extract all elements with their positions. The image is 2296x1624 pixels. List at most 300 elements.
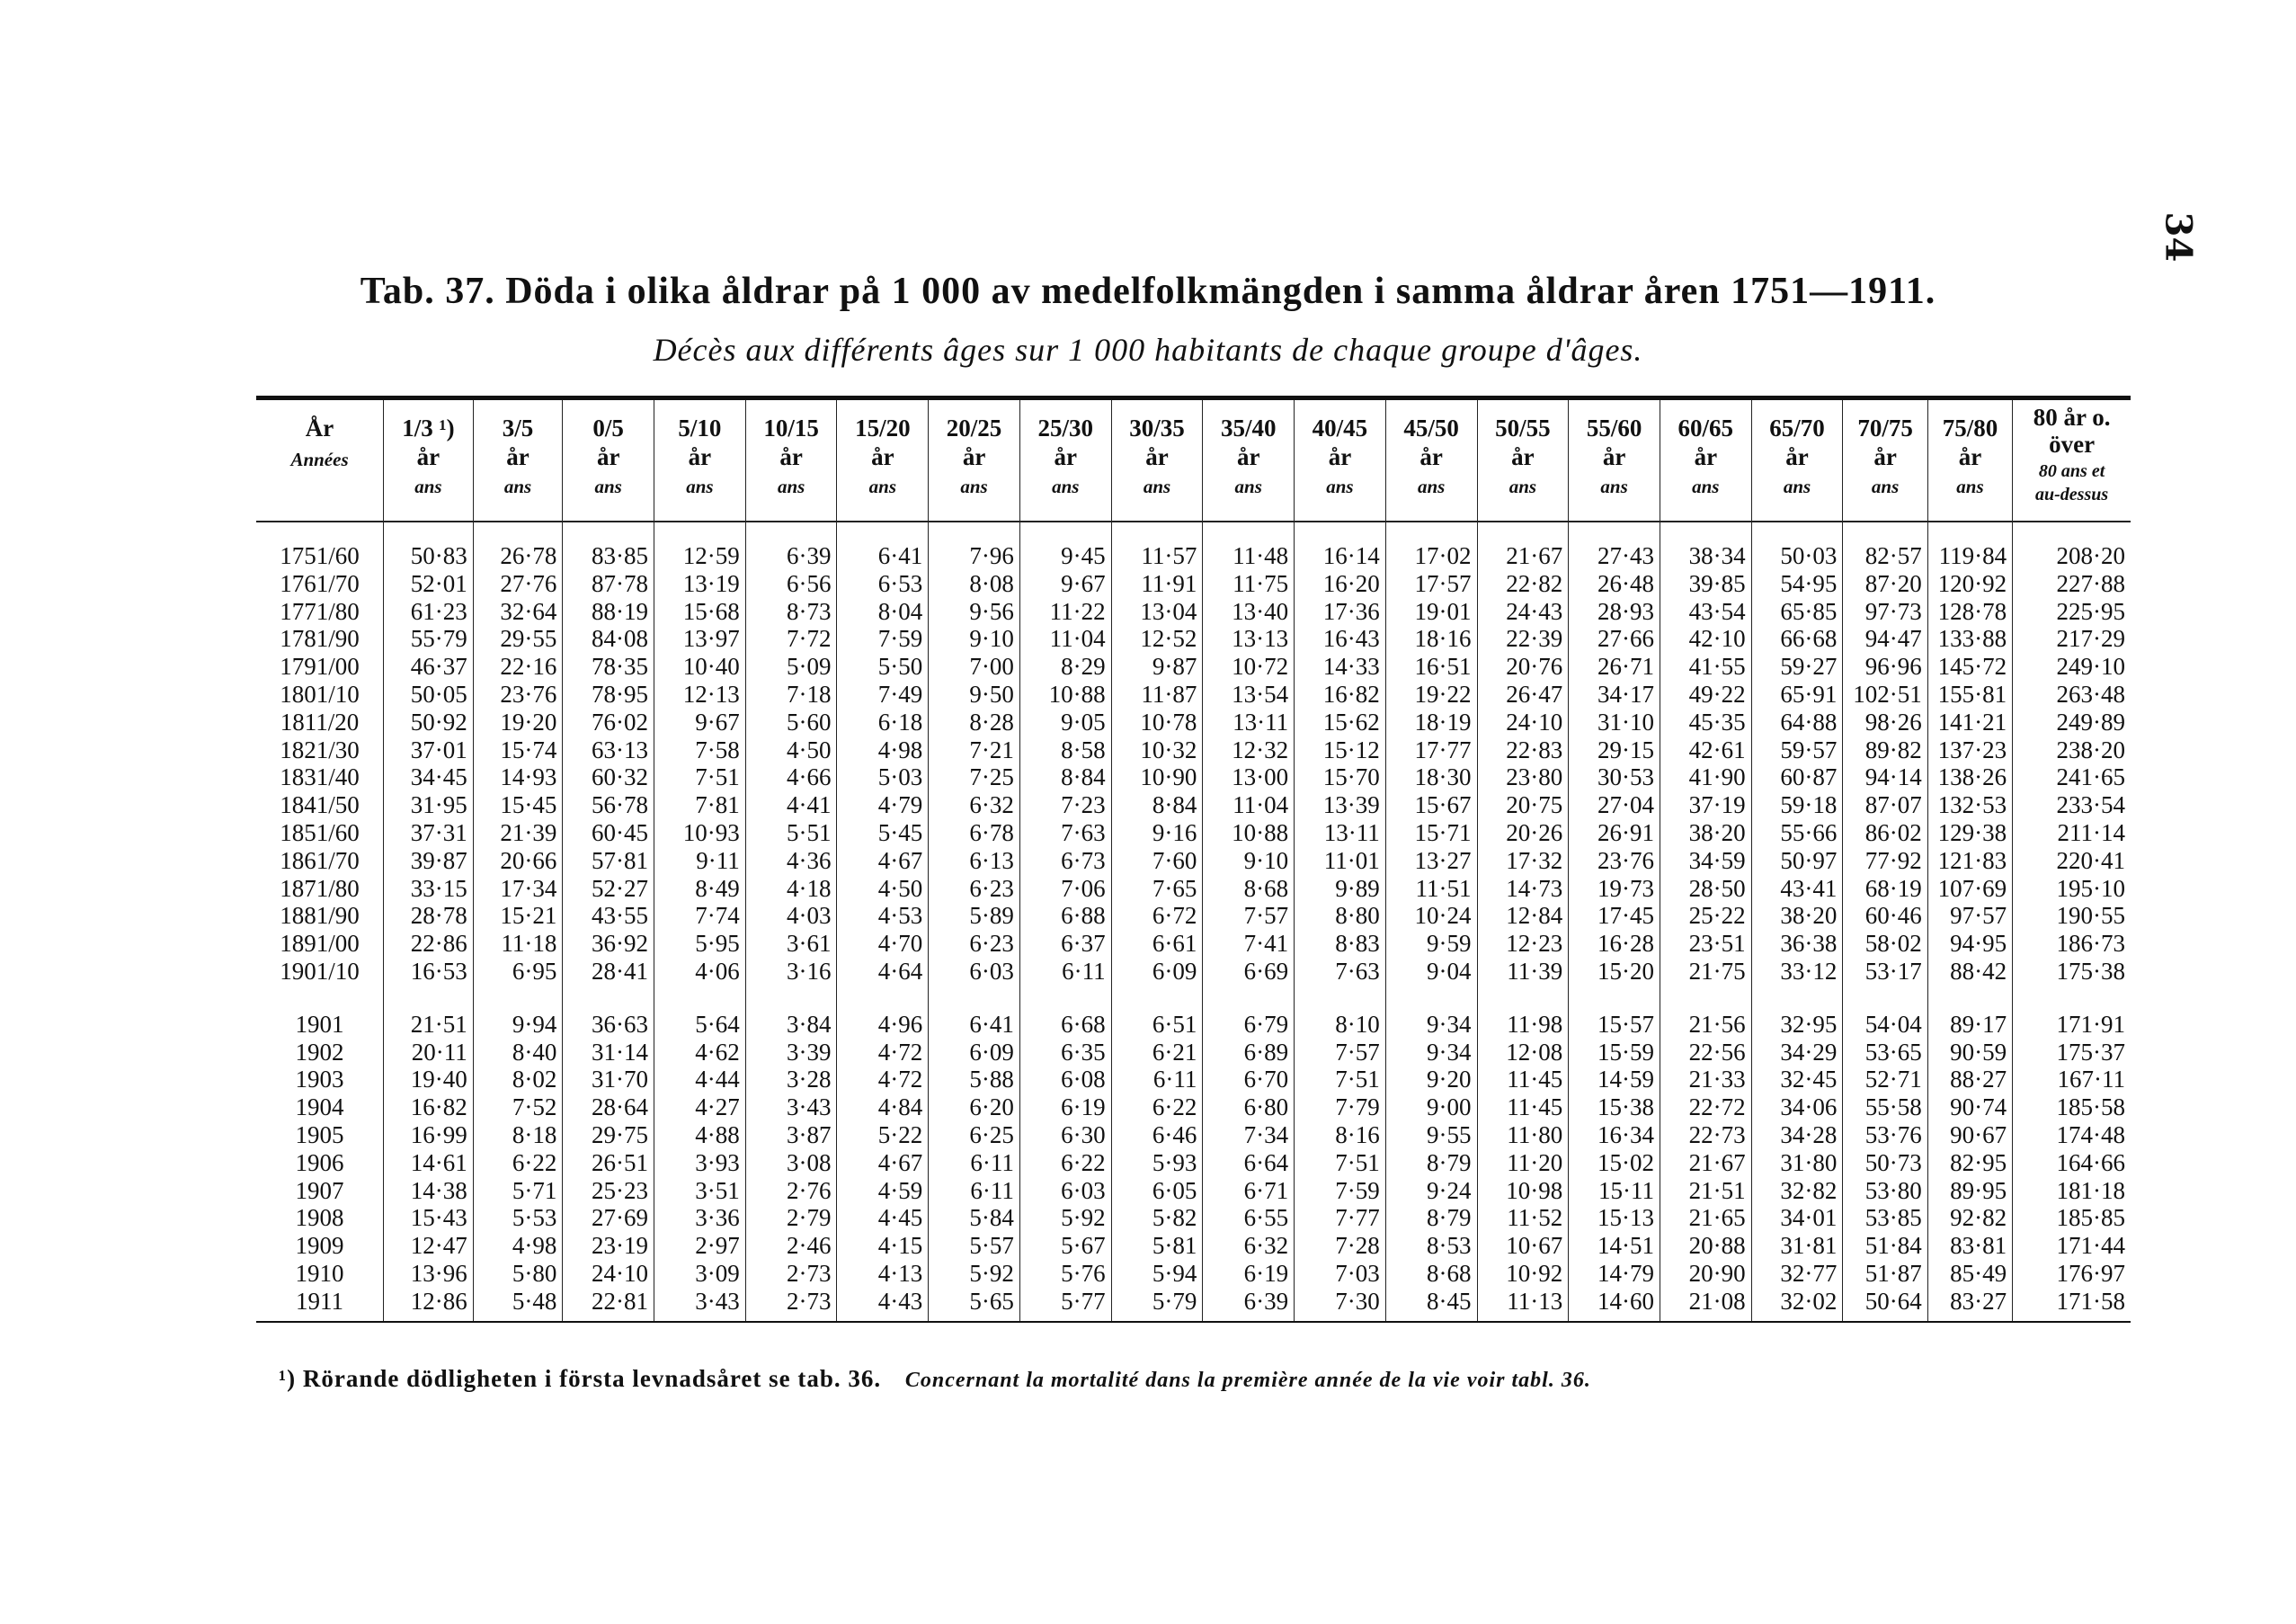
table-cell: 227·88 xyxy=(2013,570,2131,598)
column-header-unit: år xyxy=(1602,443,1626,470)
table-cell: 16·53 xyxy=(384,958,474,1002)
column-header-label: 1/3 ¹) xyxy=(402,415,455,442)
row-label: 1901/10 xyxy=(280,957,360,985)
table-cell: 38·20 xyxy=(1660,819,1751,847)
table-row xyxy=(256,625,2131,653)
table-cell: 5·79 xyxy=(1111,1288,1203,1321)
table-title: Tab. 37. Döda i olika åldrar på 1 000 av medelfolkmängden i samma åldrar åren 1751—1911. xyxy=(360,271,1936,312)
table-cell: 27·69 xyxy=(563,1204,654,1232)
column-header-french: ans xyxy=(1234,476,1262,497)
table-cell: 14·51 xyxy=(1569,1232,1660,1260)
table-cell: 190·55 xyxy=(2013,902,2131,930)
column-header xyxy=(929,400,1020,522)
table-cell: 164·66 xyxy=(2013,1149,2131,1177)
table-cell: 10·92 xyxy=(1477,1260,1569,1288)
table-cell: 11·04 xyxy=(1203,791,1295,819)
table-row xyxy=(256,791,2131,819)
column-header-unit: år xyxy=(596,443,620,470)
table-cell: 7·52 xyxy=(473,1093,563,1121)
column-header-unit: över xyxy=(2049,431,2096,458)
table-cell: 29·55 xyxy=(473,625,563,653)
table-cell: 20·11 xyxy=(384,1039,474,1066)
table-cell: 195·10 xyxy=(2013,875,2131,903)
table-cell: 132·53 xyxy=(1927,791,2012,819)
table-cell: 129·38 xyxy=(1927,819,2012,847)
column-header-label: 5/10 xyxy=(678,415,722,442)
table-cell: 14·93 xyxy=(473,763,563,791)
column-header-unit: år xyxy=(1236,443,1260,470)
table-cell: 6·79 xyxy=(1203,1002,1295,1039)
table-cell: 10·98 xyxy=(1477,1177,1569,1205)
table-cell: 6·95 xyxy=(473,958,563,1002)
table-cell: 249·89 xyxy=(2013,709,2131,736)
table-cell: 7·51 xyxy=(1295,1066,1386,1093)
table-cell: 6·19 xyxy=(1203,1260,1295,1288)
column-header xyxy=(1927,400,2012,522)
table-cell: 15·45 xyxy=(473,791,563,819)
table-cell: 5·71 xyxy=(473,1177,563,1205)
column-header-label: 50/55 xyxy=(1495,415,1551,442)
table-cell: 53·85 xyxy=(1843,1204,1927,1232)
column-header-french: ans xyxy=(868,476,897,497)
table-subtitle: Décès aux différents âges sur 1 000 habitants de chaque groupe d'âges. xyxy=(653,332,1643,368)
year-rows xyxy=(256,1002,2131,1321)
table-cell: 8·45 xyxy=(1385,1288,1477,1321)
mortality-table-container xyxy=(256,396,2131,1323)
table-cell: 15·11 xyxy=(1569,1177,1660,1205)
table-cell: 24·10 xyxy=(563,1260,654,1288)
table-cell: 6·22 xyxy=(1111,1093,1203,1121)
row-label: 1905 xyxy=(295,1120,344,1148)
table-cell: 28·41 xyxy=(563,958,654,1002)
table-cell: 3·87 xyxy=(745,1121,837,1149)
column-header xyxy=(1751,400,1843,522)
column-header xyxy=(1019,400,1111,522)
table-cell: 4·27 xyxy=(654,1093,746,1121)
table-cell: 5·50 xyxy=(837,653,929,681)
table-cell: 16·34 xyxy=(1569,1121,1660,1149)
table-cell: 7·59 xyxy=(1295,1177,1386,1205)
column-header xyxy=(1477,400,1569,522)
table-cell: 176·97 xyxy=(2013,1260,2131,1288)
table-row xyxy=(256,1093,2131,1121)
table-cell: 55·58 xyxy=(1843,1093,1927,1121)
table-cell: 10·67 xyxy=(1477,1232,1569,1260)
table-cell: 20·76 xyxy=(1477,653,1569,681)
table-cell: 25·22 xyxy=(1660,902,1751,930)
table-cell: 5·64 xyxy=(654,1002,746,1039)
table-cell: 6·25 xyxy=(929,1121,1020,1149)
table-cell: 17·02 xyxy=(1385,522,1477,570)
column-header-unit: år xyxy=(1054,443,1078,470)
table-cell: 4·66 xyxy=(745,763,837,791)
table-cell: 6·64 xyxy=(1203,1149,1295,1177)
table-cell: 36·63 xyxy=(563,1002,654,1039)
table-cell: 89·17 xyxy=(1927,1002,2012,1039)
table-cell: 15·20 xyxy=(1569,958,1660,1002)
table-cell: 7·06 xyxy=(1019,875,1111,903)
table-cell: 6·69 xyxy=(1203,958,1295,1002)
table-cell: 25·23 xyxy=(563,1177,654,1205)
table-cell: 11·45 xyxy=(1477,1093,1569,1121)
table-cell: 54·95 xyxy=(1751,570,1843,598)
table-cell: 8·18 xyxy=(473,1121,563,1149)
table-cell: 7·00 xyxy=(929,653,1020,681)
table-cell: 12·84 xyxy=(1477,902,1569,930)
column-header-label: 65/70 xyxy=(1769,415,1825,442)
table-cell: 53·65 xyxy=(1843,1039,1927,1066)
table-cell: 17·34 xyxy=(473,875,563,903)
table-cell: 20·88 xyxy=(1660,1232,1751,1260)
column-header-unit: år xyxy=(416,443,441,470)
row-label: 1781/90 xyxy=(280,625,360,653)
table-row xyxy=(256,902,2131,930)
table-cell: 26·71 xyxy=(1569,653,1660,681)
table-cell: 17·77 xyxy=(1385,736,1477,764)
table-cell: 51·84 xyxy=(1843,1232,1927,1260)
table-cell: 7·59 xyxy=(837,625,929,653)
table-row xyxy=(256,522,2131,570)
table-cell: 2·46 xyxy=(745,1232,837,1260)
table-cell: 6·11 xyxy=(1019,958,1111,1002)
row-label: 1821/30 xyxy=(280,736,360,763)
column-header xyxy=(1111,400,1203,522)
table-cell: 87·78 xyxy=(563,570,654,598)
table-cell: 59·18 xyxy=(1751,791,1843,819)
table-cell: 5·45 xyxy=(837,819,929,847)
table-cell: 17·57 xyxy=(1385,570,1477,598)
table-cell: 9·11 xyxy=(654,847,746,875)
table-cell: 31·70 xyxy=(563,1066,654,1093)
table-cell: 97·57 xyxy=(1927,902,2012,930)
row-label: 1903 xyxy=(295,1066,344,1093)
table-cell: 84·08 xyxy=(563,625,654,653)
table-cell: 4·67 xyxy=(837,1149,929,1177)
table-cell: 7·30 xyxy=(1295,1288,1386,1321)
table-cell: 8·02 xyxy=(473,1066,563,1093)
table-cell: 27·76 xyxy=(473,570,563,598)
table-cell: 54·04 xyxy=(1843,1002,1927,1039)
table-cell: 20·26 xyxy=(1477,819,1569,847)
table-cell: 7·49 xyxy=(837,681,929,709)
column-header-label: 20/25 xyxy=(946,415,1002,442)
table-cell: 26·78 xyxy=(473,522,563,570)
table-cell: 6·53 xyxy=(837,570,929,598)
table-row xyxy=(256,736,2131,764)
table-cell: 6·13 xyxy=(929,847,1020,875)
column-header xyxy=(745,400,837,522)
table-cell: 6·78 xyxy=(929,819,1020,847)
table-cell: 5·88 xyxy=(929,1066,1020,1093)
table-cell: 18·19 xyxy=(1385,709,1477,736)
table-cell: 22·81 xyxy=(563,1288,654,1321)
table-cell: 5·95 xyxy=(654,930,746,958)
table-cell: 11·48 xyxy=(1203,522,1295,570)
table-cell: 7·23 xyxy=(1019,791,1111,819)
table-row xyxy=(256,875,2131,903)
table-cell: 18·16 xyxy=(1385,625,1477,653)
column-header-french: ans xyxy=(1326,476,1354,497)
table-row xyxy=(256,1149,2131,1177)
table-cell: 7·25 xyxy=(929,763,1020,791)
table-cell: 10·78 xyxy=(1111,709,1203,736)
table-cell: 4·84 xyxy=(837,1093,929,1121)
table-cell: 53·80 xyxy=(1843,1177,1927,1205)
table-cell: 20·90 xyxy=(1660,1260,1751,1288)
table-cell: 77·92 xyxy=(1843,847,1927,875)
table-cell: 15·43 xyxy=(384,1204,474,1232)
table-cell: 120·92 xyxy=(1927,570,2012,598)
table-cell: 9·34 xyxy=(1385,1039,1477,1066)
column-header-french: ans xyxy=(777,476,805,497)
table-cell: 8·08 xyxy=(929,570,1020,598)
table-cell: 37·19 xyxy=(1660,791,1751,819)
table-cell: 57·81 xyxy=(563,847,654,875)
row-label: 1909 xyxy=(295,1232,344,1260)
table-cell: 2·97 xyxy=(654,1232,746,1260)
column-header-unit: år xyxy=(1328,443,1352,470)
table-cell: 21·51 xyxy=(1660,1177,1751,1205)
table-cell: 211·14 xyxy=(2013,819,2131,847)
table-cell: 5·81 xyxy=(1111,1232,1203,1260)
table-cell: 6·39 xyxy=(745,522,837,570)
column-header-french: ans xyxy=(1600,476,1628,497)
table-cell: 10·40 xyxy=(654,653,746,681)
table-cell: 21·67 xyxy=(1477,522,1569,570)
table-cell: 4·13 xyxy=(837,1260,929,1288)
table-cell: 65·85 xyxy=(1751,598,1843,626)
table-cell: 11·51 xyxy=(1385,875,1477,903)
table-cell: 13·96 xyxy=(384,1260,474,1288)
table-cell: 21·08 xyxy=(1660,1288,1751,1321)
table-cell: 174·48 xyxy=(2013,1121,2131,1149)
table-cell: 208·20 xyxy=(2013,522,2131,570)
table-cell: 16·82 xyxy=(1295,681,1386,709)
table-cell: 82·95 xyxy=(1927,1149,2012,1177)
table-cell: 94·14 xyxy=(1843,763,1927,791)
table-cell: 8·68 xyxy=(1385,1260,1477,1288)
table-row xyxy=(256,1260,2131,1288)
table-cell: 6·23 xyxy=(929,930,1020,958)
table-cell: 4·96 xyxy=(837,1002,929,1039)
column-header xyxy=(1569,400,1660,522)
column-header-unit: år xyxy=(1785,443,1809,470)
table-cell: 6·20 xyxy=(929,1093,1020,1121)
table-cell: 23·76 xyxy=(473,681,563,709)
table-cell: 26·91 xyxy=(1569,819,1660,847)
table-cell: 5·51 xyxy=(745,819,837,847)
table-cell: 28·50 xyxy=(1660,875,1751,903)
table-cell: 11·18 xyxy=(473,930,563,958)
table-cell: 28·78 xyxy=(384,902,474,930)
table-cell: 7·63 xyxy=(1019,819,1111,847)
table-cell: 4·98 xyxy=(837,736,929,764)
table-cell: 10·90 xyxy=(1111,763,1203,791)
table-cell: 5·53 xyxy=(473,1204,563,1232)
table-cell: 3·43 xyxy=(654,1288,746,1321)
row-label: 1906 xyxy=(295,1148,344,1176)
table-cell: 43·41 xyxy=(1751,875,1843,903)
table-cell: 6·19 xyxy=(1019,1093,1111,1121)
row-label: 1891/00 xyxy=(280,930,360,958)
table-cell: 3·84 xyxy=(745,1002,837,1039)
table-cell: 27·43 xyxy=(1569,522,1660,570)
table-cell: 5·22 xyxy=(837,1121,929,1149)
table-header xyxy=(256,400,2131,522)
table-cell: 36·92 xyxy=(563,930,654,958)
table-cell: 50·83 xyxy=(384,522,474,570)
table-cell: 43·54 xyxy=(1660,598,1751,626)
table-cell: 78·35 xyxy=(563,653,654,681)
table-cell: 23·19 xyxy=(563,1232,654,1260)
table-cell: 21·51 xyxy=(384,1002,474,1039)
table-cell: 3·36 xyxy=(654,1204,746,1232)
table-cell: 6·55 xyxy=(1203,1204,1295,1232)
table-cell: 6·80 xyxy=(1203,1093,1295,1121)
table-cell: 11·57 xyxy=(1111,522,1203,570)
table-cell: 107·69 xyxy=(1927,875,2012,903)
table-cell: 10·93 xyxy=(654,819,746,847)
table-cell: 55·79 xyxy=(384,625,474,653)
table-cell: 15·74 xyxy=(473,736,563,764)
table-cell: 6·41 xyxy=(929,1002,1020,1039)
table-cell: 11·04 xyxy=(1019,625,1111,653)
table-cell: 14·79 xyxy=(1569,1260,1660,1288)
table-cell: 9·04 xyxy=(1385,958,1477,1002)
footnote xyxy=(279,1365,2167,1393)
table-cell: 7·34 xyxy=(1203,1121,1295,1149)
table-cell: 11·80 xyxy=(1477,1121,1569,1149)
table-cell: 78·95 xyxy=(563,681,654,709)
column-header-label: 60/65 xyxy=(1678,415,1734,442)
row-label: 1901 xyxy=(295,1010,344,1038)
table-cell: 34·29 xyxy=(1751,1039,1843,1066)
table-cell: 6·03 xyxy=(929,958,1020,1002)
row-label: 1910 xyxy=(295,1259,344,1287)
table-cell: 6·61 xyxy=(1111,930,1203,958)
table-cell: 34·17 xyxy=(1569,681,1660,709)
column-header xyxy=(1203,400,1295,522)
table-cell: 8·79 xyxy=(1385,1149,1477,1177)
table-row xyxy=(256,681,2131,709)
column-header-unit: år xyxy=(1145,443,1169,470)
table-row xyxy=(256,819,2131,847)
table-cell: 7·21 xyxy=(929,736,1020,764)
column-header-unit: år xyxy=(1958,443,1982,470)
column-header-unit: år xyxy=(506,443,530,470)
table-cell: 6·35 xyxy=(1019,1039,1111,1066)
column-header-unit: år xyxy=(1419,443,1443,470)
table-cell: 7·63 xyxy=(1295,958,1386,1002)
column-header xyxy=(384,400,474,522)
table-cell: 23·80 xyxy=(1477,763,1569,791)
column-header-label: År xyxy=(305,415,334,442)
table-cell: 4·70 xyxy=(837,930,929,958)
table-cell: 6·05 xyxy=(1111,1177,1203,1205)
table-cell: 15·71 xyxy=(1385,819,1477,847)
table-cell: 53·17 xyxy=(1843,958,1927,1002)
table-cell: 145·72 xyxy=(1927,653,2012,681)
table-cell: 4·44 xyxy=(654,1066,746,1093)
table-cell: 9·05 xyxy=(1019,709,1111,736)
table-cell: 4·15 xyxy=(837,1232,929,1260)
table-cell: 31·81 xyxy=(1751,1232,1843,1260)
page-number: 34 xyxy=(2157,211,2200,263)
table-row xyxy=(256,847,2131,875)
column-header-french: ans xyxy=(594,476,622,497)
table-cell: 13·19 xyxy=(654,570,746,598)
row-label: 1771/80 xyxy=(280,597,360,625)
table-cell: 65·91 xyxy=(1751,681,1843,709)
table-cell: 8·29 xyxy=(1019,653,1111,681)
table-cell: 9·16 xyxy=(1111,819,1203,847)
table-cell: 11·87 xyxy=(1111,681,1203,709)
table-cell: 5·89 xyxy=(929,902,1020,930)
table-cell: 8·28 xyxy=(929,709,1020,736)
table-cell: 9·55 xyxy=(1385,1121,1477,1149)
table-cell: 6·18 xyxy=(837,709,929,736)
row-label: 1831/40 xyxy=(280,763,360,791)
table-cell: 119·84 xyxy=(1927,522,2012,570)
table-cell: 32·82 xyxy=(1751,1177,1843,1205)
table-cell: 22·73 xyxy=(1660,1121,1751,1149)
table-cell: 16·20 xyxy=(1295,570,1386,598)
table-cell: 15·38 xyxy=(1569,1093,1660,1121)
table-cell: 86·02 xyxy=(1843,819,1927,847)
column-header-label: 80 år o. xyxy=(2033,404,2111,431)
row-label: 1907 xyxy=(295,1176,344,1204)
table-cell: 34·01 xyxy=(1751,1204,1843,1232)
table-cell: 12·13 xyxy=(654,681,746,709)
table-cell: 89·95 xyxy=(1927,1177,2012,1205)
table-cell: 6·72 xyxy=(1111,902,1203,930)
table-cell: 4·72 xyxy=(837,1039,929,1066)
table-cell: 50·64 xyxy=(1843,1288,1927,1321)
table-cell: 249·10 xyxy=(2013,653,2131,681)
table-cell: 15·68 xyxy=(654,598,746,626)
table-row xyxy=(256,570,2131,598)
header-row xyxy=(256,400,2131,522)
table-cell: 8·53 xyxy=(1385,1232,1477,1260)
table-cell: 11·01 xyxy=(1295,847,1386,875)
table-cell: 138·26 xyxy=(1927,763,2012,791)
table-cell: 37·31 xyxy=(384,819,474,847)
table-cell: 26·51 xyxy=(563,1149,654,1177)
table-cell: 7·03 xyxy=(1295,1260,1386,1288)
table-row xyxy=(256,1039,2131,1066)
table-cell: 10·72 xyxy=(1203,653,1295,681)
table-cell: 5·03 xyxy=(837,763,929,791)
table-cell: 63·13 xyxy=(563,736,654,764)
table-cell: 12·23 xyxy=(1477,930,1569,958)
table-cell: 5·65 xyxy=(929,1288,1020,1321)
table-cell: 9·20 xyxy=(1385,1066,1477,1093)
table-cell: 83·81 xyxy=(1927,1232,2012,1260)
column-header-french: ans xyxy=(414,476,442,497)
table-cell: 9·45 xyxy=(1019,522,1111,570)
column-header-label: 25/30 xyxy=(1037,415,1094,442)
table-cell: 15·57 xyxy=(1569,1002,1660,1039)
table-cell: 4·98 xyxy=(473,1232,563,1260)
table-cell: 20·75 xyxy=(1477,791,1569,819)
table-cell: 4·50 xyxy=(745,736,837,764)
table-row xyxy=(256,1121,2131,1149)
table-cell: 51·87 xyxy=(1843,1260,1927,1288)
table-cell: 14·61 xyxy=(384,1149,474,1177)
table-cell: 2·79 xyxy=(745,1204,837,1232)
table-cell: 6·39 xyxy=(1203,1288,1295,1321)
table-cell: 34·06 xyxy=(1751,1093,1843,1121)
